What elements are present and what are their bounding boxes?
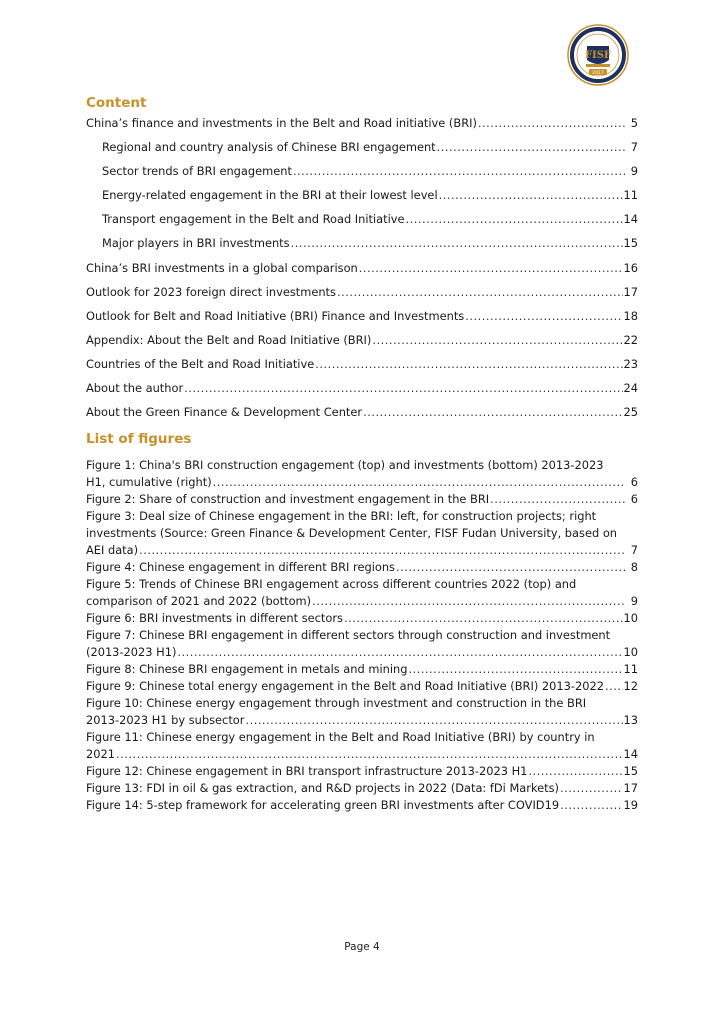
dot-leader [396, 559, 626, 576]
toc-entry-title: Appendix: About the Belt and Road Initiative (BRI) [86, 332, 372, 347]
toc-entry[interactable] [86, 211, 638, 235]
figure-entry-page: 19 [623, 798, 638, 812]
figure-entry-text: Figure 3: Deal size of Chinese engagement in the BRI: left, for construction projects; right [86, 509, 597, 523]
figure-entry-page: 8 [630, 560, 638, 574]
toc-entry[interactable] [86, 356, 638, 380]
dot-leader [363, 404, 622, 420]
figure-entry-page: 15 [623, 764, 638, 778]
toc-entry-title: Outlook for Belt and Road Initiative (BRI) Finance and Investments [86, 308, 465, 323]
toc-entry[interactable] [86, 187, 638, 211]
dot-leader [312, 593, 626, 610]
figure-entry[interactable] [86, 763, 638, 780]
toc-entry-page: 9 [630, 164, 638, 179]
figure-entry-page: 6 [630, 492, 638, 506]
figure-entry[interactable] [86, 508, 638, 559]
toc-entry[interactable] [86, 404, 638, 428]
dot-leader [465, 308, 622, 324]
dot-leader [245, 712, 622, 729]
dot-leader [437, 139, 626, 155]
figure-entry-text: 2013-2023 H1 by subsector [86, 713, 245, 727]
dot-leader [139, 542, 626, 559]
table-of-contents [86, 115, 638, 428]
figure-entry-text: Figure 2: Share of construction and investment engagement in the BRI [86, 492, 490, 506]
figure-entry[interactable] [86, 610, 638, 627]
dot-leader [528, 763, 622, 780]
figure-entry-page: 14 [623, 747, 638, 761]
figure-entry[interactable] [86, 627, 638, 661]
figure-entry[interactable] [86, 559, 638, 576]
figure-entry[interactable] [86, 661, 638, 678]
toc-entry-page: 23 [623, 356, 638, 371]
figure-entry-page: 17 [623, 781, 638, 795]
figure-entry-text: Figure 4: Chinese engagement in different BRI regions [86, 560, 395, 574]
figure-entry-text: comparison of 2021 and 2022 (bottom) [86, 594, 312, 608]
toc-entry-title: Major players in BRI investments [102, 236, 290, 251]
dot-leader [560, 780, 623, 797]
content-heading: Content [86, 95, 147, 111]
toc-entry-page: 18 [623, 308, 638, 323]
toc-entry[interactable] [86, 380, 638, 404]
figure-entry[interactable] [86, 678, 638, 695]
toc-entry[interactable] [86, 235, 638, 259]
toc-entry-page: 25 [623, 405, 638, 420]
dot-leader [116, 746, 623, 763]
toc-entry-title: China’s finance and investments in the Belt and Road initiative (BRI) [86, 116, 477, 130]
toc-entry-page: 14 [623, 212, 638, 227]
toc-entry-page: 7 [630, 140, 638, 155]
figure-entry-text: H1, cumulative (right) [86, 475, 212, 489]
figure-entry-text: Figure 10: Chinese energy engagement through investment and construction in the BRI [86, 696, 587, 710]
figure-entry-text: Figure 14: 5-step framework for accelerating green BRI investments after COVID19 [86, 798, 560, 812]
dot-leader [359, 260, 623, 276]
figure-entry-text: Figure 6: BRI investments in different sectors [86, 611, 343, 625]
figure-entry-text: (2013-2023 H1) [86, 645, 177, 659]
dot-leader [478, 115, 626, 131]
logo-year: 2017 [592, 71, 604, 76]
figure-entry-page: 10 [623, 645, 638, 659]
toc-entry[interactable] [86, 284, 638, 308]
toc-entry-page: 24 [623, 381, 638, 396]
toc-entry-title: China’s BRI investments in a global comparison [86, 260, 358, 275]
toc-entry-title: Energy-related engagement in the BRI at their lowest level [102, 188, 438, 203]
figure-entry[interactable] [86, 457, 638, 491]
figure-entry-text: Figure 9: Chinese total energy engagement in the Belt and Road Initiative (BRI) 2013-2022 [86, 679, 604, 693]
dot-leader [372, 332, 622, 348]
dot-leader [291, 235, 623, 251]
toc-entry-title: Transport engagement in the Belt and Road Initiative [102, 212, 405, 227]
dot-leader [344, 610, 623, 627]
dot-leader [605, 678, 623, 695]
toc-entry-title: Sector trends of BRI engagement [102, 164, 292, 179]
toc-entry[interactable] [86, 308, 638, 332]
toc-entry-page: 11 [623, 188, 638, 203]
figure-entry-text: 2021 [86, 747, 115, 761]
toc-entry-title: Countries of the Belt and Road Initiative [86, 356, 315, 371]
figure-entry-text: investments (Source: Green Finance & Development Center, FISF Fudan University, based on [86, 526, 618, 540]
toc-entry-page: 5 [630, 116, 638, 130]
dot-leader [213, 474, 626, 491]
dot-leader [490, 491, 626, 508]
figure-entry-page: 9 [630, 594, 638, 608]
figure-entry-page: 11 [623, 662, 638, 676]
figure-entry[interactable] [86, 491, 638, 508]
figure-entry[interactable] [86, 797, 638, 814]
figure-entry-text: Figure 13: FDI in oil & gas extraction, and R&D projects in 2022 (Data: fDi Markets) [86, 781, 559, 795]
toc-entry[interactable] [86, 139, 638, 163]
toc-entry-page: 22 [623, 332, 638, 347]
page-number: Page 4 [344, 941, 380, 953]
figure-entry[interactable] [86, 695, 638, 729]
toc-entry-title: Outlook for 2023 foreign direct investments [86, 284, 336, 299]
figure-entry-page: 7 [630, 543, 638, 557]
dot-leader [337, 284, 623, 300]
toc-entry-title: Regional and country analysis of Chinese BRI engagement [102, 140, 436, 155]
figure-entry-text: Figure 11: Chinese energy engagement in the Belt and Road Initiative (BRI) by country in [86, 730, 595, 744]
dot-leader [406, 211, 623, 227]
toc-entry-title: About the author [86, 381, 184, 396]
figure-entry[interactable] [86, 780, 638, 797]
figure-entry-page: 12 [623, 679, 638, 693]
dot-leader [293, 163, 626, 179]
toc-entry-page: 15 [623, 236, 638, 251]
figure-entry-text: Figure 5: Trends of Chinese BRI engagement across different countries 2022 (top) and [86, 577, 577, 591]
dot-leader [184, 380, 622, 396]
figure-entry[interactable] [86, 729, 638, 763]
svg-text:FISF: FISF [584, 50, 612, 61]
figure-entry-text: Figure 12: Chinese engagement in BRI transport infrastructure 2013-2023 H1 [86, 764, 528, 778]
toc-entry[interactable] [86, 332, 638, 356]
list-of-figures [86, 457, 638, 814]
figure-entry[interactable] [86, 576, 638, 610]
toc-entry-title: About the Green Finance & Development Center [86, 405, 363, 420]
figure-entry-text: Figure 1: China's BRI construction engagement (top) and investments (bottom) 2013-2023 [86, 458, 604, 472]
figure-entry-page: 6 [630, 475, 638, 489]
figure-entry-page: 13 [623, 713, 638, 727]
figure-entry-text: Figure 8: Chinese BRI engagement in metals and mining [86, 662, 408, 676]
toc-entry[interactable] [86, 260, 638, 284]
institute-seal-icon [567, 24, 629, 86]
figure-entry-text: AEI data) [86, 543, 139, 557]
toc-entry-page: 17 [623, 284, 638, 299]
toc-entry-page: 16 [623, 260, 638, 275]
figures-heading: List of figures [86, 431, 192, 447]
toc-entry[interactable] [86, 163, 638, 187]
dot-leader [408, 661, 622, 678]
toc-entry[interactable] [86, 115, 638, 139]
dot-leader [439, 187, 623, 203]
figure-entry-page: 10 [623, 611, 638, 625]
dot-leader [315, 356, 622, 372]
dot-leader [560, 797, 622, 814]
dot-leader [177, 644, 622, 661]
figure-entry-text: Figure 7: Chinese BRI engagement in different sectors through construction and investment [86, 628, 611, 642]
